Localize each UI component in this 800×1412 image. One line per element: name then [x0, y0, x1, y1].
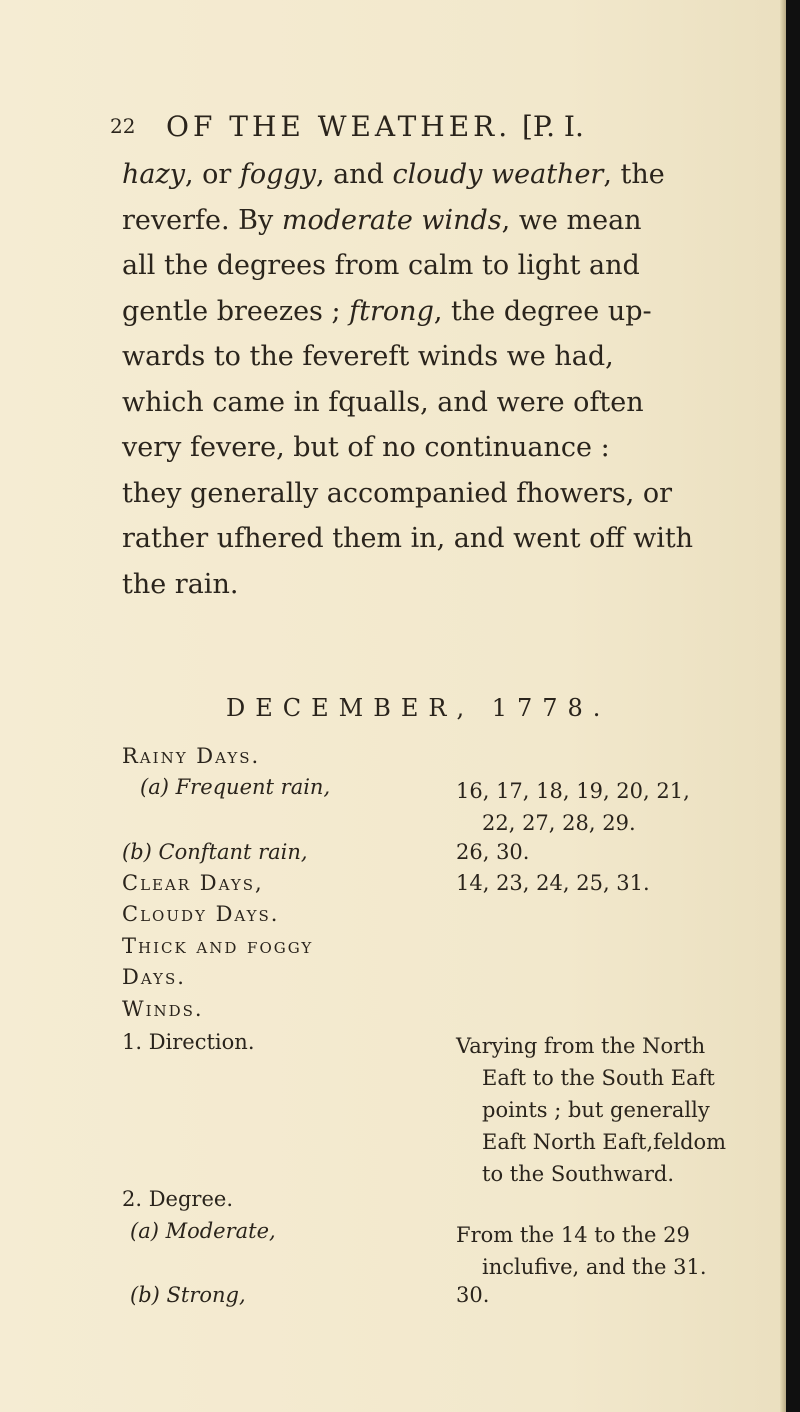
- italic-term: moderate winds: [281, 204, 502, 236]
- moderate-label: [130, 1219, 276, 1243]
- italic-term: ftrong: [349, 295, 434, 327]
- italic-term: hazy: [122, 159, 185, 190]
- strong-text: 30.: [456, 1283, 490, 1307]
- value-line: 16, 17, 18, 19, 20, 21,: [456, 779, 690, 803]
- text-run: , we mean: [501, 204, 642, 236]
- text-run: , or: [184, 159, 240, 190]
- winds-heading: Winds.: [122, 997, 204, 1021]
- text-run: , the degree up-: [433, 295, 652, 327]
- value-line: inclufive, and the 31.: [482, 1255, 707, 1279]
- text-run: reverfe. By: [122, 204, 282, 236]
- thick-foggy-days-label: Thick and foggy: [122, 934, 314, 958]
- frequent-rain-days: [456, 775, 690, 839]
- text-line: very fevere, but of no continuance :: [122, 432, 610, 463]
- page-number: 22: [110, 114, 136, 138]
- text-line: wards to the fevereft winds we had,: [122, 341, 614, 372]
- italic-term: cloudy weather: [392, 159, 604, 190]
- thick-foggy-days-label-cont: Days.: [122, 965, 186, 989]
- text-run: , the: [603, 159, 665, 190]
- month-heading: DECEMBER, 1778.: [226, 694, 611, 722]
- running-title: OF THE WEATHER.: [166, 110, 512, 143]
- degree-label: 2. Degree.: [122, 1187, 233, 1211]
- text-line: [122, 152, 800, 198]
- value-line: From the 14 to the 29: [456, 1223, 690, 1247]
- clear-days-values: 14, 23, 24, 25, 31.: [456, 871, 650, 895]
- value-line: points ; but generally: [482, 1098, 710, 1122]
- constant-rain-label: [122, 840, 308, 864]
- label-text: (a) Frequent rain,: [140, 775, 331, 799]
- frequent-rain-label: [140, 775, 330, 799]
- moderate-text: [456, 1219, 707, 1283]
- value-line: Eaft North Eaft,feldom: [482, 1130, 727, 1154]
- direction-label: 1. Direction.: [122, 1030, 255, 1054]
- value-line: Varying from the North: [456, 1034, 706, 1058]
- text-line: the rain.: [122, 568, 239, 600]
- rainy-days-heading: Rainy Days.: [122, 744, 261, 768]
- constant-rain-days: 26, 30.: [456, 840, 530, 864]
- label-text: (a) Moderate,: [130, 1219, 276, 1243]
- cloudy-days-label: Cloudy Days.: [122, 902, 280, 926]
- text-run: , and: [315, 159, 393, 190]
- value-line: to the Southward.: [482, 1162, 674, 1186]
- strong-label: [130, 1283, 246, 1307]
- text-line: which came in fqualls, and were often: [122, 386, 644, 418]
- body-paragraph: [122, 152, 800, 607]
- label-text: (b) Conftant rain,: [122, 840, 308, 864]
- part-marker: [P. I.: [522, 110, 584, 143]
- text-line: [122, 289, 800, 335]
- text-line: [122, 198, 800, 244]
- value-line: 22, 27, 28, 29.: [482, 811, 636, 835]
- text-run: gentle breezes ;: [122, 295, 350, 327]
- text-line: they generally accompanied fhowers, or: [122, 477, 673, 509]
- value-line: Eaft to the South Eaft: [482, 1066, 715, 1090]
- direction-text: [456, 1030, 726, 1190]
- text-line: rather ufhered them in, and went off with: [122, 523, 694, 554]
- clear-days-label: Clear Days,: [122, 871, 264, 895]
- italic-term: foggy: [239, 159, 316, 190]
- text-line: all the degrees from calm to light and: [122, 250, 640, 281]
- label-text: (b) Strong,: [130, 1283, 246, 1307]
